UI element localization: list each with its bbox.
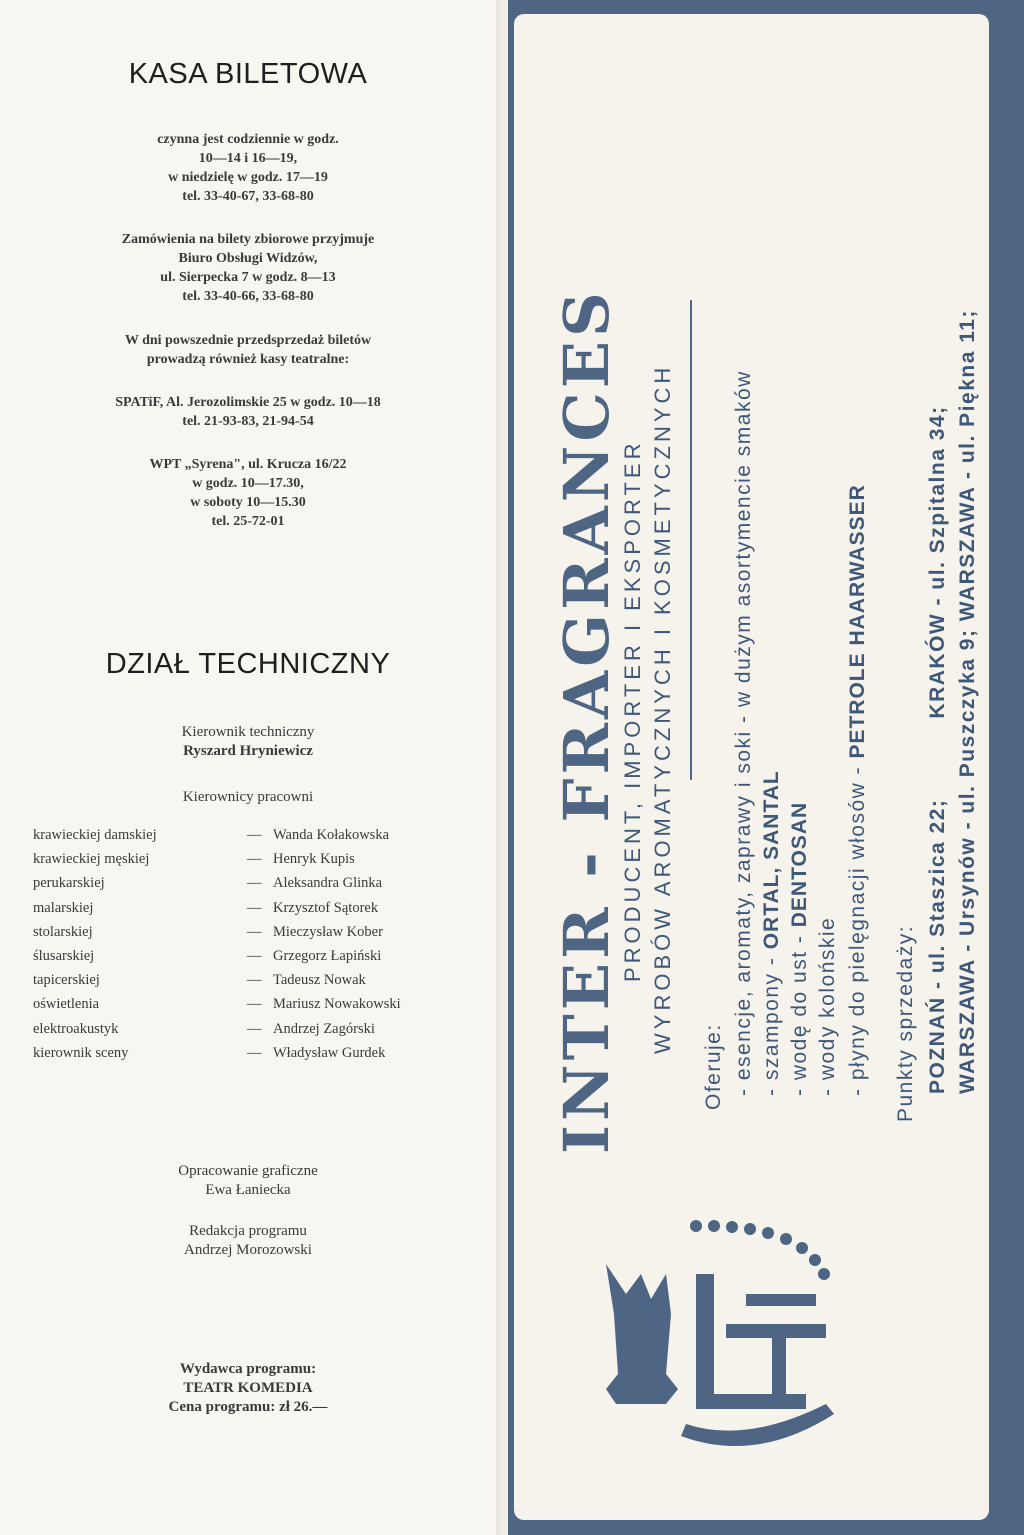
graphic-label: Opracowanie graficzne xyxy=(178,1163,318,1179)
publisher-line: TEATR KOMEDIA xyxy=(183,1380,313,1396)
staff-list xyxy=(33,827,493,1069)
brand-title: INTER - FRAGRANCES xyxy=(550,288,623,1154)
staff-dash: — xyxy=(247,827,262,843)
staff-name: Wanda Kołakowska xyxy=(273,827,390,843)
offer-item-text: - szampony - xyxy=(760,949,783,1096)
spatif-line: SPATiF, Al. Jerozolimskie 25 w godz. 10—18 xyxy=(115,395,381,410)
logo-letters: IF xyxy=(736,1464,737,1465)
products-line: WYROBÓW AROMATYCZNYCH I KOSMETYCZNYCH xyxy=(650,363,675,1054)
spatif-info xyxy=(0,393,496,431)
offer-item-brand: ORTAL, SANTAL xyxy=(760,770,783,950)
staff-dept: tapicerskiej xyxy=(33,972,100,989)
kierownik-label: Kierownik techniczny xyxy=(181,724,315,740)
staff-row xyxy=(33,1045,493,1069)
staff-name: Mieczysław Kober xyxy=(273,923,383,940)
staff-row xyxy=(33,851,493,875)
points-line xyxy=(926,405,950,1094)
staff-name: Grzegorz Łapiński xyxy=(273,947,382,964)
staff-dash: — xyxy=(247,851,262,868)
divider-rule xyxy=(690,300,692,780)
brand-logo xyxy=(586,1214,886,1479)
offer-item-text: - wodę do ust - xyxy=(788,927,811,1096)
staff-row xyxy=(33,875,493,899)
group-orders-line: Zamówienia na bilety zbiorowe przyjmuje xyxy=(121,232,375,247)
group-orders-line: tel. 33-40-66, 33-68-80 xyxy=(182,289,314,304)
staff-dash: — xyxy=(247,875,262,892)
staff-name: Mariusz Nowakowski xyxy=(273,996,401,1013)
offer-item-text: - płyny do pielęgnacji włosów - xyxy=(846,758,869,1096)
staff-name: Tadeusz Nowak xyxy=(273,972,366,989)
presale-line: prowadzą również kasy teatralne: xyxy=(146,352,350,367)
staff-row xyxy=(33,972,493,996)
staff-dash: — xyxy=(247,1020,262,1037)
wpt-line: tel. 25-72-01 xyxy=(211,514,285,529)
staff-dash: — xyxy=(247,899,262,916)
left-page xyxy=(0,0,496,1535)
publisher-info xyxy=(0,1360,496,1417)
ad-panel xyxy=(514,14,989,1520)
wpt-line: w godz. 10—17.30, xyxy=(192,476,304,491)
offer-item-brand: DENTOSAN xyxy=(788,801,811,928)
kasa-hours-line: tel. 33-40-67, 33-68-80 xyxy=(182,189,314,204)
group-orders-line: ul. Sierpecka 7 w godz. 8—13 xyxy=(160,270,336,285)
offer-item xyxy=(788,802,812,1096)
staff-dash: — xyxy=(247,972,262,989)
pracownie-label: Kierownicy pracowni xyxy=(182,789,314,805)
kasa-hours-line: 10—14 i 16—19, xyxy=(198,151,298,166)
staff-dash: — xyxy=(247,996,262,1013)
publisher-line: Cena programu: zł 26.— xyxy=(168,1399,328,1415)
dzial-title: DZIAŁ TECHNICZNY xyxy=(105,648,391,680)
presale-line: W dni powszednie przedsprzedaż biletów xyxy=(124,333,372,348)
graphic-name: Ewa Łaniecka xyxy=(205,1182,291,1198)
offer-label: Oferuje: xyxy=(702,1023,725,1110)
offer-item: - esencje, aromaty, zaprawy i soki - w dużym asortymencie smaków xyxy=(732,370,755,1096)
staff-name: Henryk Kupis xyxy=(273,851,355,868)
publisher-line: Wydawca programu: xyxy=(179,1361,317,1377)
staff-row xyxy=(33,827,493,851)
staff-dept: elektroakustyk xyxy=(33,1020,119,1037)
presale-info xyxy=(0,331,496,369)
editor-label: Redakcja programu xyxy=(189,1223,307,1239)
group-orders xyxy=(0,230,496,306)
points-poznan: POZNAŃ - ul. Staszica 22; xyxy=(926,798,949,1094)
staff-name: Andrzej Zagórski xyxy=(273,1020,375,1037)
staff-dept: krawieckiej damskiej xyxy=(33,827,157,843)
staff-row xyxy=(33,900,493,924)
staff-name: Krzysztof Sątorek xyxy=(273,899,379,916)
staff-row xyxy=(33,1021,493,1045)
logo-emblem xyxy=(586,1214,886,1474)
advertisement-page xyxy=(508,0,1024,1535)
staff-dash: — xyxy=(247,1044,262,1061)
offer-item xyxy=(846,484,870,1096)
points-krakow: KRAKÓW - ul. Szpitalna 34; xyxy=(926,405,949,719)
staff-name: Aleksandra Glinka xyxy=(273,875,383,892)
kasa-hours-line: czynna jest codziennie w godz. xyxy=(157,132,339,147)
producer-line: PRODUCENT, IMPORTER I EKSPORTER xyxy=(620,439,645,982)
offer-item: - wody kolońskie xyxy=(816,916,839,1096)
staff-dept: stolarskiej xyxy=(33,923,93,940)
wpt-line: WPT „Syrena", ul. Krucza 16/22 xyxy=(149,457,347,472)
editor-name: Andrzej Morozowski xyxy=(184,1242,312,1258)
points-label: Punkty sprzedaży: xyxy=(894,924,917,1122)
staff-row xyxy=(33,924,493,948)
offer-item xyxy=(760,770,784,1096)
staff-dept: perukarskiej xyxy=(33,875,105,892)
staff-row xyxy=(33,996,493,1020)
kierownik-name: Ryszard Hryniewicz xyxy=(183,743,313,759)
staff-name: Władysław Gurdek xyxy=(273,1044,386,1061)
points-line: WARSZAWA - Ursynów - ul. Puszczyka 9; WARSZAWA - ul. Piękna 11; xyxy=(956,309,979,1094)
graphic-credit xyxy=(0,1162,496,1200)
page-spine xyxy=(496,0,508,1535)
offer-item-brand: PETROLE HAARWASSER xyxy=(846,484,869,759)
kasa-hours xyxy=(0,130,496,206)
staff-row xyxy=(33,948,493,972)
staff-dash: — xyxy=(247,923,262,940)
staff-dept: malarskiej xyxy=(33,899,94,916)
staff-dept: oświetlenia xyxy=(33,996,100,1013)
spatif-line: tel. 21-93-83, 21-94-54 xyxy=(182,414,314,429)
staff-dept: krawieckiej męskiej xyxy=(33,851,150,868)
wpt-line: w soboty 10—15.30 xyxy=(190,495,306,510)
group-orders-line: Biuro Obsługi Widzów, xyxy=(178,251,318,266)
staff-dept: kierownik sceny xyxy=(33,1044,129,1061)
kasa-hours-line: w niedzielę w godz. 17—19 xyxy=(168,170,328,185)
wpt-info xyxy=(0,455,496,531)
staff-dash: — xyxy=(247,947,262,964)
staff-dept: ślusarskiej xyxy=(33,947,95,964)
kasa-title: KASA BILETOWA xyxy=(128,58,368,90)
editor-credit xyxy=(0,1222,496,1260)
